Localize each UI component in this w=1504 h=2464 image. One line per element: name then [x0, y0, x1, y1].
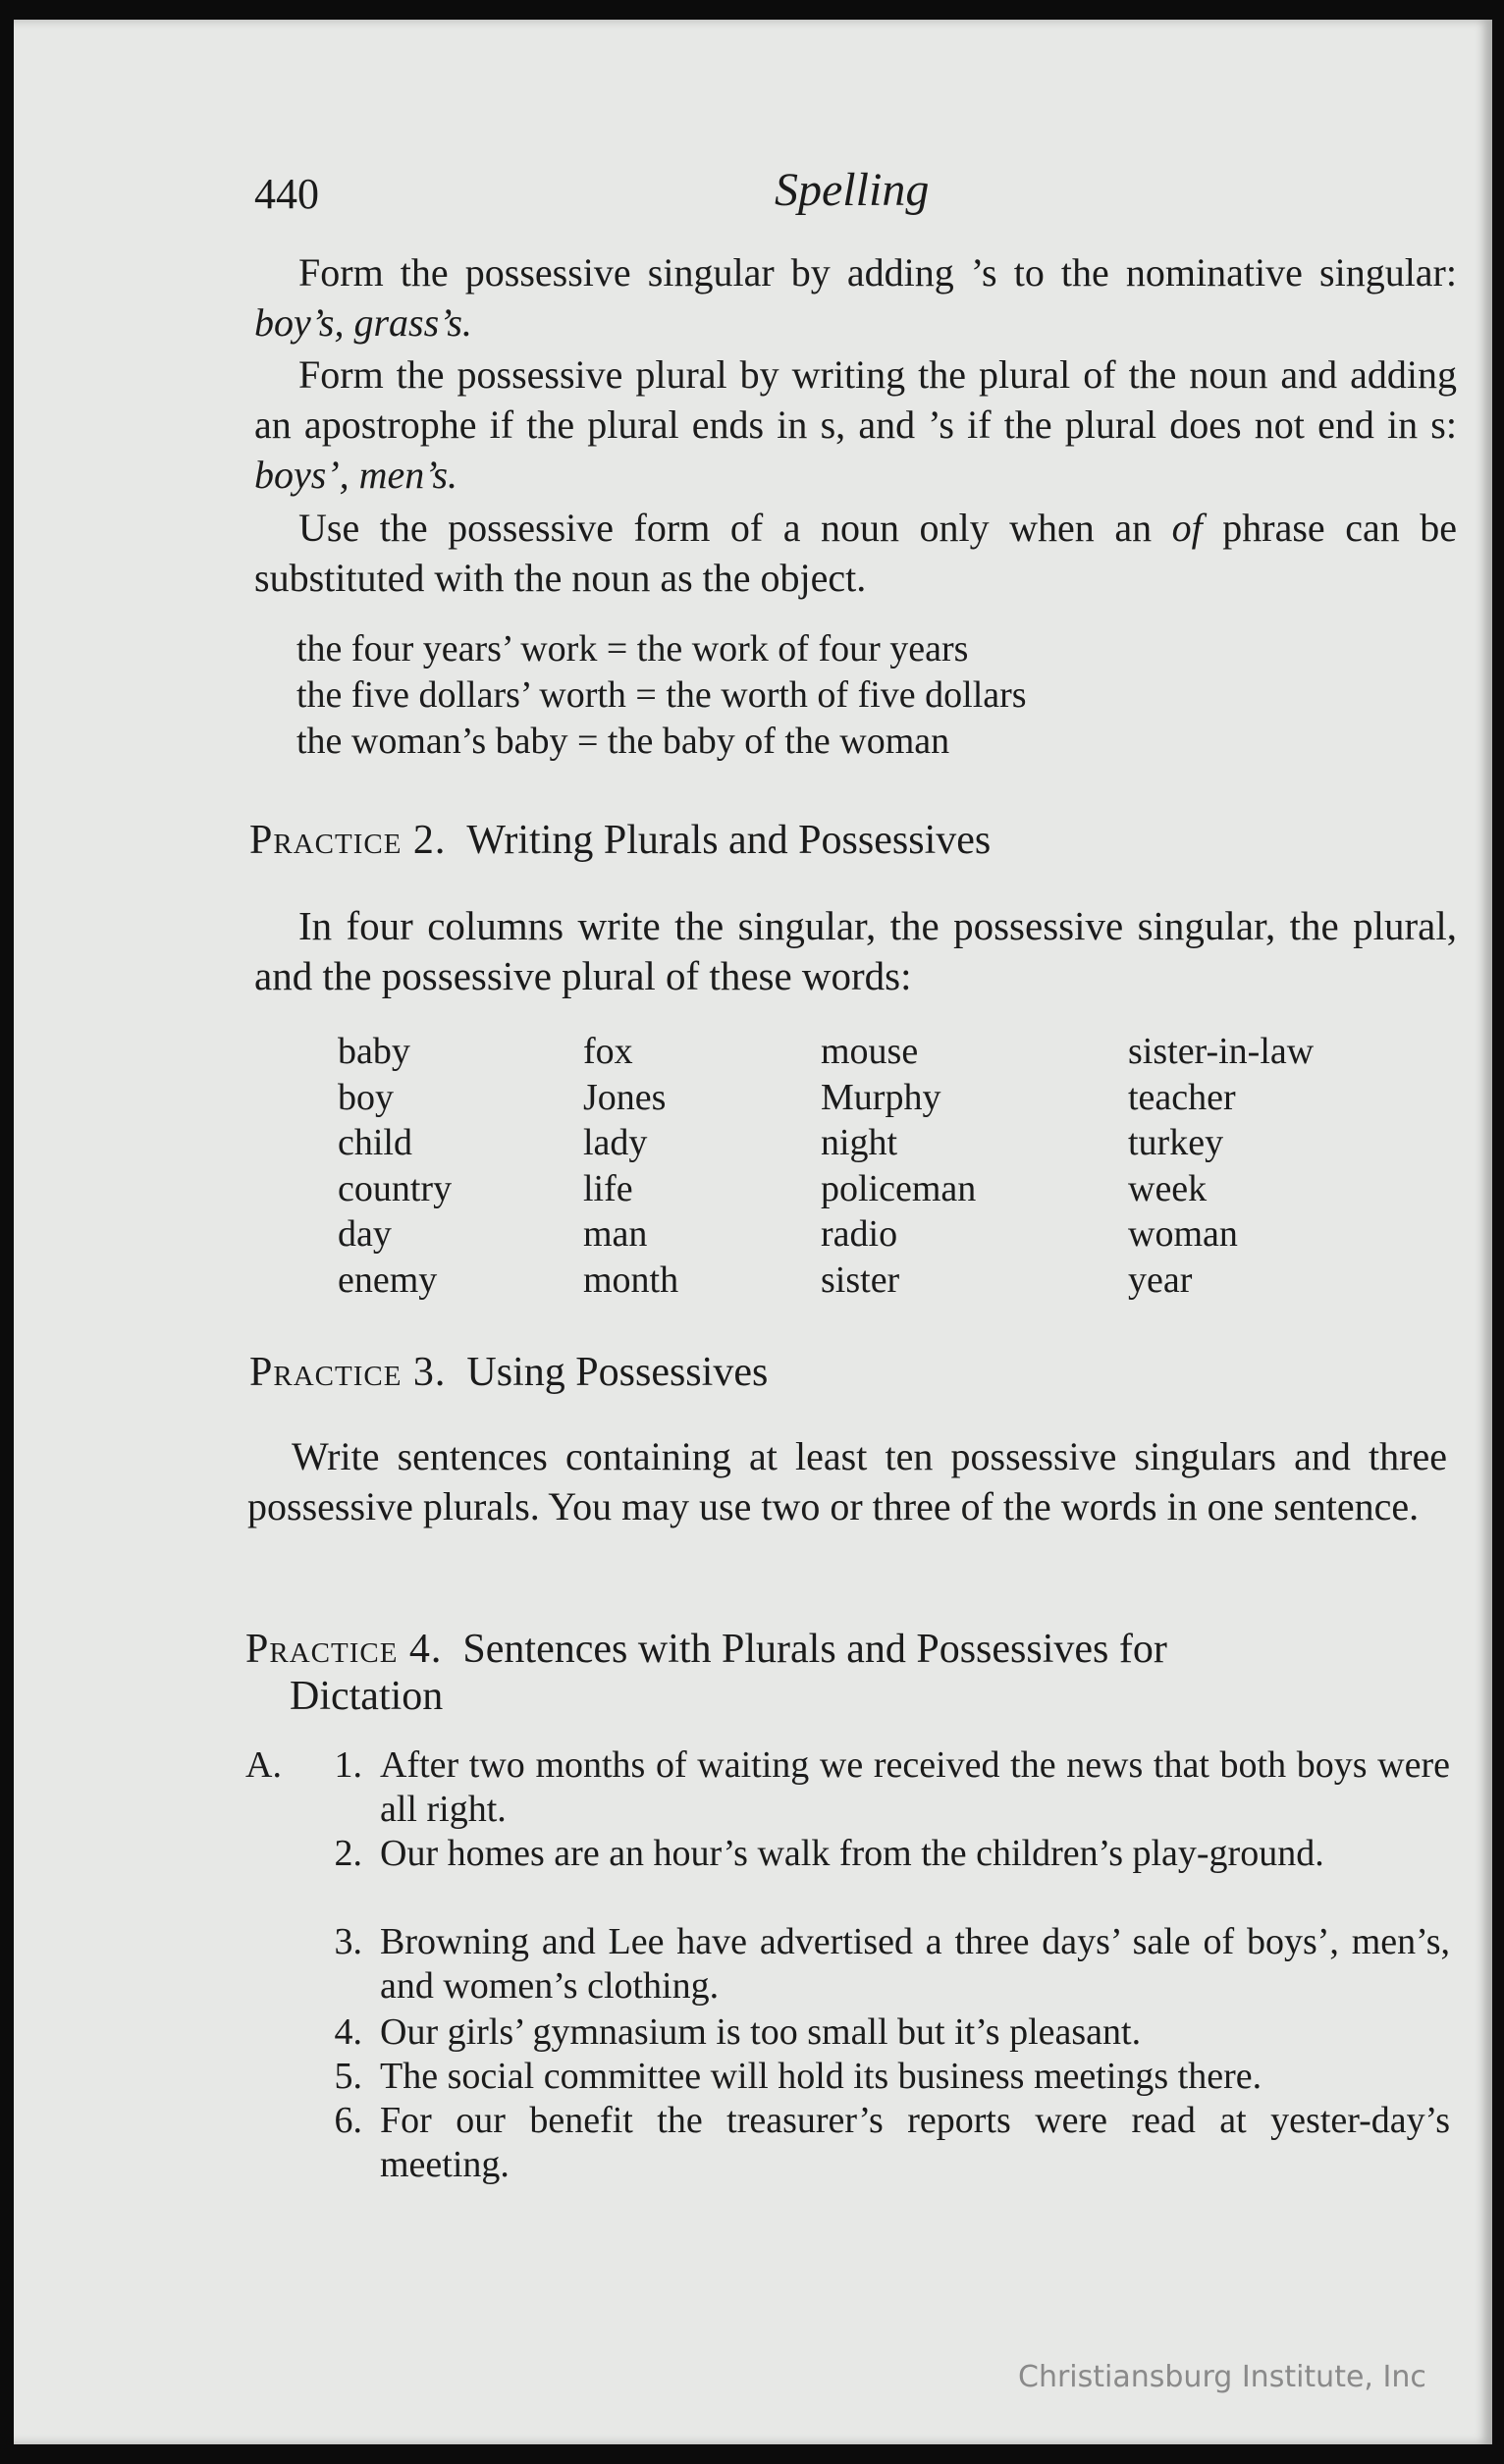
word: day [338, 1213, 392, 1255]
dictation-sentence: 1. After two months of waiting we received the news that both boys were all right. [334, 1744, 1450, 1830]
word: Jones [583, 1076, 667, 1118]
rule-possessive-singular: Form the possessive singular by adding ’s to the nominative singular: boy’s, grass’s. [254, 250, 1457, 345]
book-page [14, 20, 1492, 2444]
word: child [338, 1122, 412, 1163]
dictation-sentence: 4. Our girls’ gymnasium is too small but it’s pleasant. [334, 2011, 1142, 2053]
word-column-3 [821, 1029, 976, 1303]
word: turkey [1128, 1122, 1224, 1163]
word: boy [338, 1076, 394, 1118]
practice-4-heading: Practice 4. Sentences with Plurals and Possessives for [245, 1627, 1167, 1672]
practice-4-heading-continued: Dictation [290, 1674, 444, 1719]
word: policeman [821, 1167, 977, 1209]
word: country [338, 1167, 453, 1209]
word: week [1128, 1167, 1208, 1209]
word: year [1128, 1259, 1193, 1301]
word: radio [821, 1213, 898, 1255]
word-column-2 [583, 1029, 678, 1303]
word: woman [1128, 1213, 1238, 1255]
dictation-sentence: 5. The social committee will hold its business meetings there. [334, 2056, 1262, 2097]
word: man [583, 1213, 648, 1255]
practice-3-instructions: Write sentences containing at least ten possessive singulars and three possessive plurals. You may use two or three of the words in one sentence. [247, 1434, 1447, 1528]
word: night [821, 1122, 898, 1163]
word: fox [583, 1031, 633, 1072]
word: sister-in-law [1128, 1031, 1315, 1072]
word: baby [338, 1031, 410, 1072]
equivalence-list [296, 626, 1027, 765]
practice-2-heading: Practice 2. Writing Plurals and Possessives [249, 818, 992, 863]
word: month [583, 1259, 679, 1301]
word-column-1 [338, 1029, 452, 1303]
dictation-sentence: 3. Browning and Lee have advertised a three days’ sale of boys’, men’s, and women’s clothing. [334, 1921, 1450, 2007]
practice-3-heading: Practice 3. Using Possessives [249, 1350, 769, 1395]
rule-possessive-plural: Form the possessive plural by writing the plural of the noun and adding an apostrophe if the plural ends in s, and ’s if the plural does not end in s: boys’, men’s. [254, 352, 1457, 497]
equivalence-line: the four years’ work = the work of four years [296, 628, 969, 670]
section-label-a: A. [245, 1744, 282, 1786]
dictation-sentence: 6. For our benefit the treasurer’s reports were read at yester-day’s meeting. [334, 2100, 1450, 2185]
running-head: Spelling [775, 164, 930, 216]
word: life [583, 1167, 633, 1209]
equivalence-line: the five dollars’ worth = the worth of five dollars [296, 674, 1027, 716]
equivalence-line: the woman’s baby = the baby of the woman [296, 721, 950, 762]
word: Murphy [821, 1076, 941, 1118]
practice-2-instructions: In four columns write the singular, the possessive singular, the plural, and the possessive plural of these words: [254, 903, 1457, 998]
rule-of-phrase: Use the possessive form of a noun only when an of phrase can be substituted with the noun as the object. [254, 506, 1458, 600]
page-number: 440 [254, 170, 319, 218]
watermark: Christiansburg Institute, Inc [1018, 2360, 1426, 2394]
word: teacher [1128, 1076, 1236, 1118]
word: enemy [338, 1259, 438, 1301]
word: mouse [821, 1031, 919, 1072]
word: sister [821, 1259, 900, 1301]
word-column-4 [1128, 1029, 1314, 1303]
dictation-sentence: 2. Our homes are an hour’s walk from the children’s play-ground. [334, 1833, 1324, 1874]
word: lady [583, 1122, 648, 1163]
